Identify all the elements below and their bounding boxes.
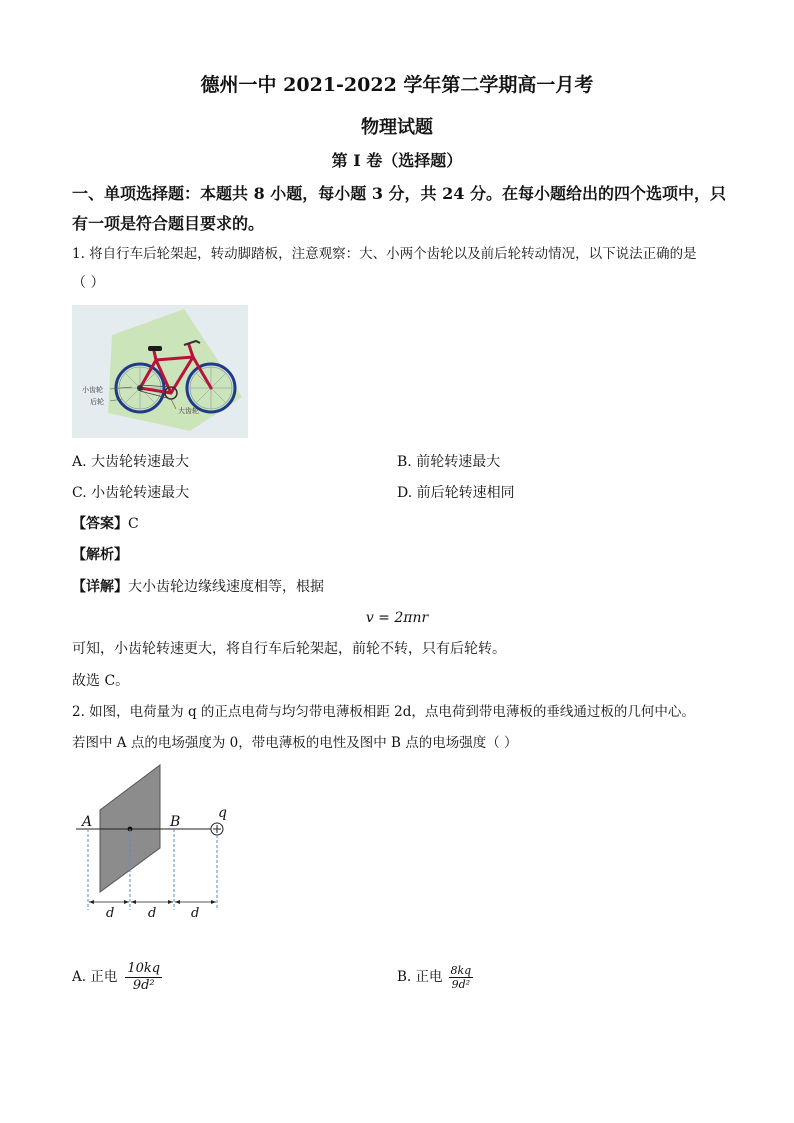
q2-option-b-denominator: 9d² (451, 977, 471, 991)
small-gear-label: 小齿轮 (82, 386, 103, 394)
q2-option-a[interactable] (72, 956, 162, 998)
q2-stem-line1: 2. 如图，电荷量为 q 的正点电荷与均匀带电薄板相距 2d，点电荷到带电薄板的垂线通过板的几何中心。 (72, 704, 695, 720)
rear-wheel-label: 后轮 (90, 398, 104, 406)
answer-value: C (128, 516, 139, 532)
detail-text: 大小齿轮边缘线速度相等，根据 (128, 579, 324, 595)
formula-v-2pinr: v = 2πnr (365, 610, 429, 626)
q1-option-d[interactable]: D. 前后轮转速相同 (397, 485, 515, 501)
q1-choose: 故选 C。 (72, 673, 130, 689)
distance-d-label-2: d (148, 906, 157, 920)
q2-option-a-fraction (125, 961, 162, 994)
section-heading-line2: 有一项是符合题目要求的。 (72, 214, 265, 233)
q1-option-c[interactable]: C. 小齿轮转速最大 (72, 485, 190, 501)
bicycle-figure (72, 305, 248, 438)
distance-d-label-3: d (191, 906, 200, 920)
analysis-tag: 【解析】 (72, 547, 128, 563)
section-heading-line1: 一、单项选择题：本题共 8 小题，每小题 3 分，共 24 分。在每小题给出的四个选项中，只 (72, 184, 726, 203)
exam-title: 德州一中 2021-2022 学年第二学期高一月考 (200, 74, 594, 96)
charged-plate-figure (72, 760, 232, 920)
answer-tag: 【答案】 (72, 516, 128, 532)
charge-q-label: q (218, 805, 227, 821)
q2-option-a-prefix: A. 正电 (72, 969, 118, 985)
q2-option-b-fraction (449, 964, 474, 991)
q2-option-a-numerator: 10kq (127, 960, 161, 976)
q2-option-b-numerator: 8kq (450, 963, 472, 977)
q1-answer-row (72, 514, 139, 534)
big-gear-label: 大齿轮 (178, 407, 199, 415)
q1-stem-line2: （ ） (72, 275, 105, 291)
q1-conclusion: 可知，小齿轮转速更大，将自行车后轮架起，前轮不转，只有后轮转。 (72, 641, 506, 657)
q2-option-b[interactable] (397, 956, 473, 998)
distance-d-label-1: d (106, 906, 115, 920)
q1-option-b[interactable]: B. 前轮转速最大 (397, 454, 501, 470)
q2-option-a-denominator: 9d² (132, 977, 155, 993)
detail-tag: 【详解】 (72, 579, 128, 595)
volume-title: 第 I 卷（选择题） (331, 151, 463, 170)
point-b-label: B (170, 814, 181, 830)
point-a-label: A (82, 814, 93, 830)
q2-option-b-prefix: B. 正电 (397, 969, 443, 985)
q1-detail-row (72, 577, 324, 597)
subject-title: 物理试题 (361, 117, 433, 138)
q1-option-a[interactable]: A. 大齿轮转速最大 (72, 454, 190, 470)
q1-stem-line1: 1. 将自行车后轮架起，转动脚踏板，注意观察：大、小两个齿轮以及前后轮转动情况，以下说法正确的是 (72, 246, 697, 262)
q2-stem-line2: 若图中 A 点的电场强度为 0，带电薄板的电性及图中 B 点的电场强度（ ） (72, 735, 518, 751)
